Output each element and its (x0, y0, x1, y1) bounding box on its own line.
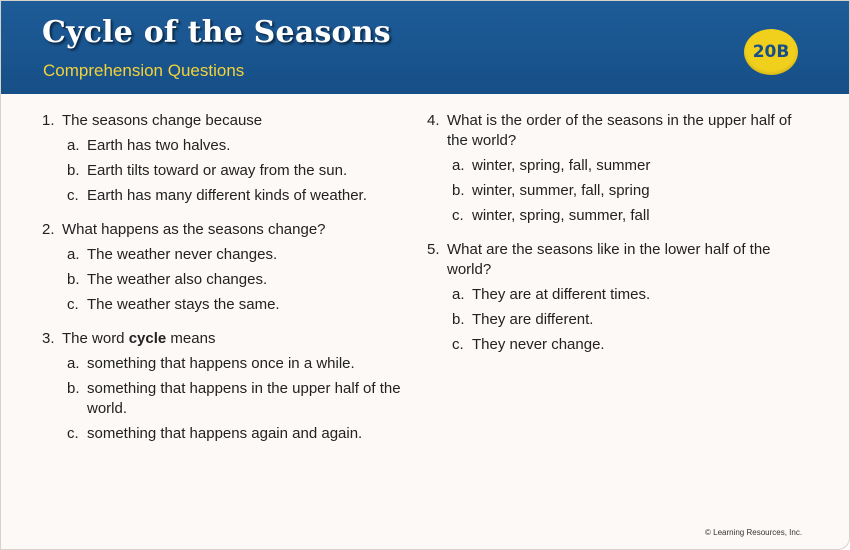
left-question-column (42, 111, 402, 458)
option-letter: a. (67, 137, 80, 154)
answer-option (427, 206, 807, 226)
question-number: 3. (42, 330, 55, 347)
option-letter: a. (67, 246, 80, 263)
question-3 (42, 329, 402, 444)
answer-option (427, 181, 807, 201)
card-header (1, 1, 849, 94)
copyright-notice: © Learning Resources, Inc. (705, 528, 803, 537)
option-text: winter, spring, summer, fall (472, 207, 650, 224)
option-text: The weather never changes. (87, 246, 278, 263)
option-letter: c. (67, 425, 79, 442)
question-text-after: means (166, 330, 216, 347)
question-number: 5. (427, 241, 440, 258)
option-text: The weather also changes. (87, 271, 268, 288)
option-text: Earth tilts toward or away from the sun. (87, 162, 348, 179)
option-letter: a. (67, 355, 80, 372)
question-2 (42, 220, 402, 315)
question-text: What happens as the seasons change? (62, 221, 326, 238)
question-number: 4. (427, 112, 440, 129)
question-5 (427, 240, 807, 355)
option-text: Earth has many different kinds of weather. (87, 187, 367, 204)
answer-option (42, 186, 402, 206)
question-text: What are the seasons like in the lower half of the world? (447, 241, 771, 278)
answer-option (42, 245, 402, 265)
question-4 (427, 111, 807, 226)
option-text: They are different. (472, 311, 594, 328)
question-number: 2. (42, 221, 55, 238)
question-text-before: The word (62, 330, 129, 347)
answer-option (427, 156, 807, 176)
answer-option (42, 136, 402, 156)
option-text: Earth has two halves. (87, 137, 231, 154)
option-letter: b. (67, 162, 80, 179)
option-text: something that happens once in a while. (87, 355, 355, 372)
option-letter: a. (452, 157, 465, 174)
question-1 (42, 111, 402, 206)
option-text: They are at different times. (472, 286, 651, 303)
option-letter: a. (452, 286, 465, 303)
option-letter: b. (67, 271, 80, 288)
option-text: winter, spring, fall, summer (472, 157, 651, 174)
option-letter: b. (67, 380, 80, 397)
answer-option (42, 161, 402, 181)
question-text: What is the order of the seasons in the upper half of the world? (447, 112, 792, 149)
answer-option (427, 335, 807, 355)
option-text: something that happens again and again. (87, 425, 363, 442)
answer-option (42, 270, 402, 290)
option-letter: c. (452, 336, 464, 353)
answer-option (42, 379, 402, 419)
card-title: Cycle of the Seasons (42, 15, 391, 50)
answer-option (42, 295, 402, 315)
option-letter: c. (67, 296, 79, 313)
option-letter: c. (67, 187, 79, 204)
question-text (62, 329, 402, 349)
right-question-column (427, 111, 807, 369)
question-number: 1. (42, 112, 55, 129)
answer-option (427, 285, 807, 305)
answer-option (42, 424, 402, 444)
answer-option (42, 354, 402, 374)
option-letter: b. (452, 182, 465, 199)
question-text: The seasons change because (62, 112, 263, 129)
option-text: They never change. (472, 336, 605, 353)
answer-option (427, 310, 807, 330)
option-text: The weather stays the same. (87, 296, 280, 313)
option-text: winter, summer, fall, spring (472, 182, 650, 199)
card-number-badge: 20B (744, 29, 798, 75)
vocabulary-word: cycle (128, 330, 167, 347)
option-text: something that happens in the upper half of the world. (87, 380, 401, 417)
option-letter: b. (452, 311, 465, 328)
card-subtitle: Comprehension Questions (43, 61, 245, 80)
option-letter: c. (452, 207, 464, 224)
